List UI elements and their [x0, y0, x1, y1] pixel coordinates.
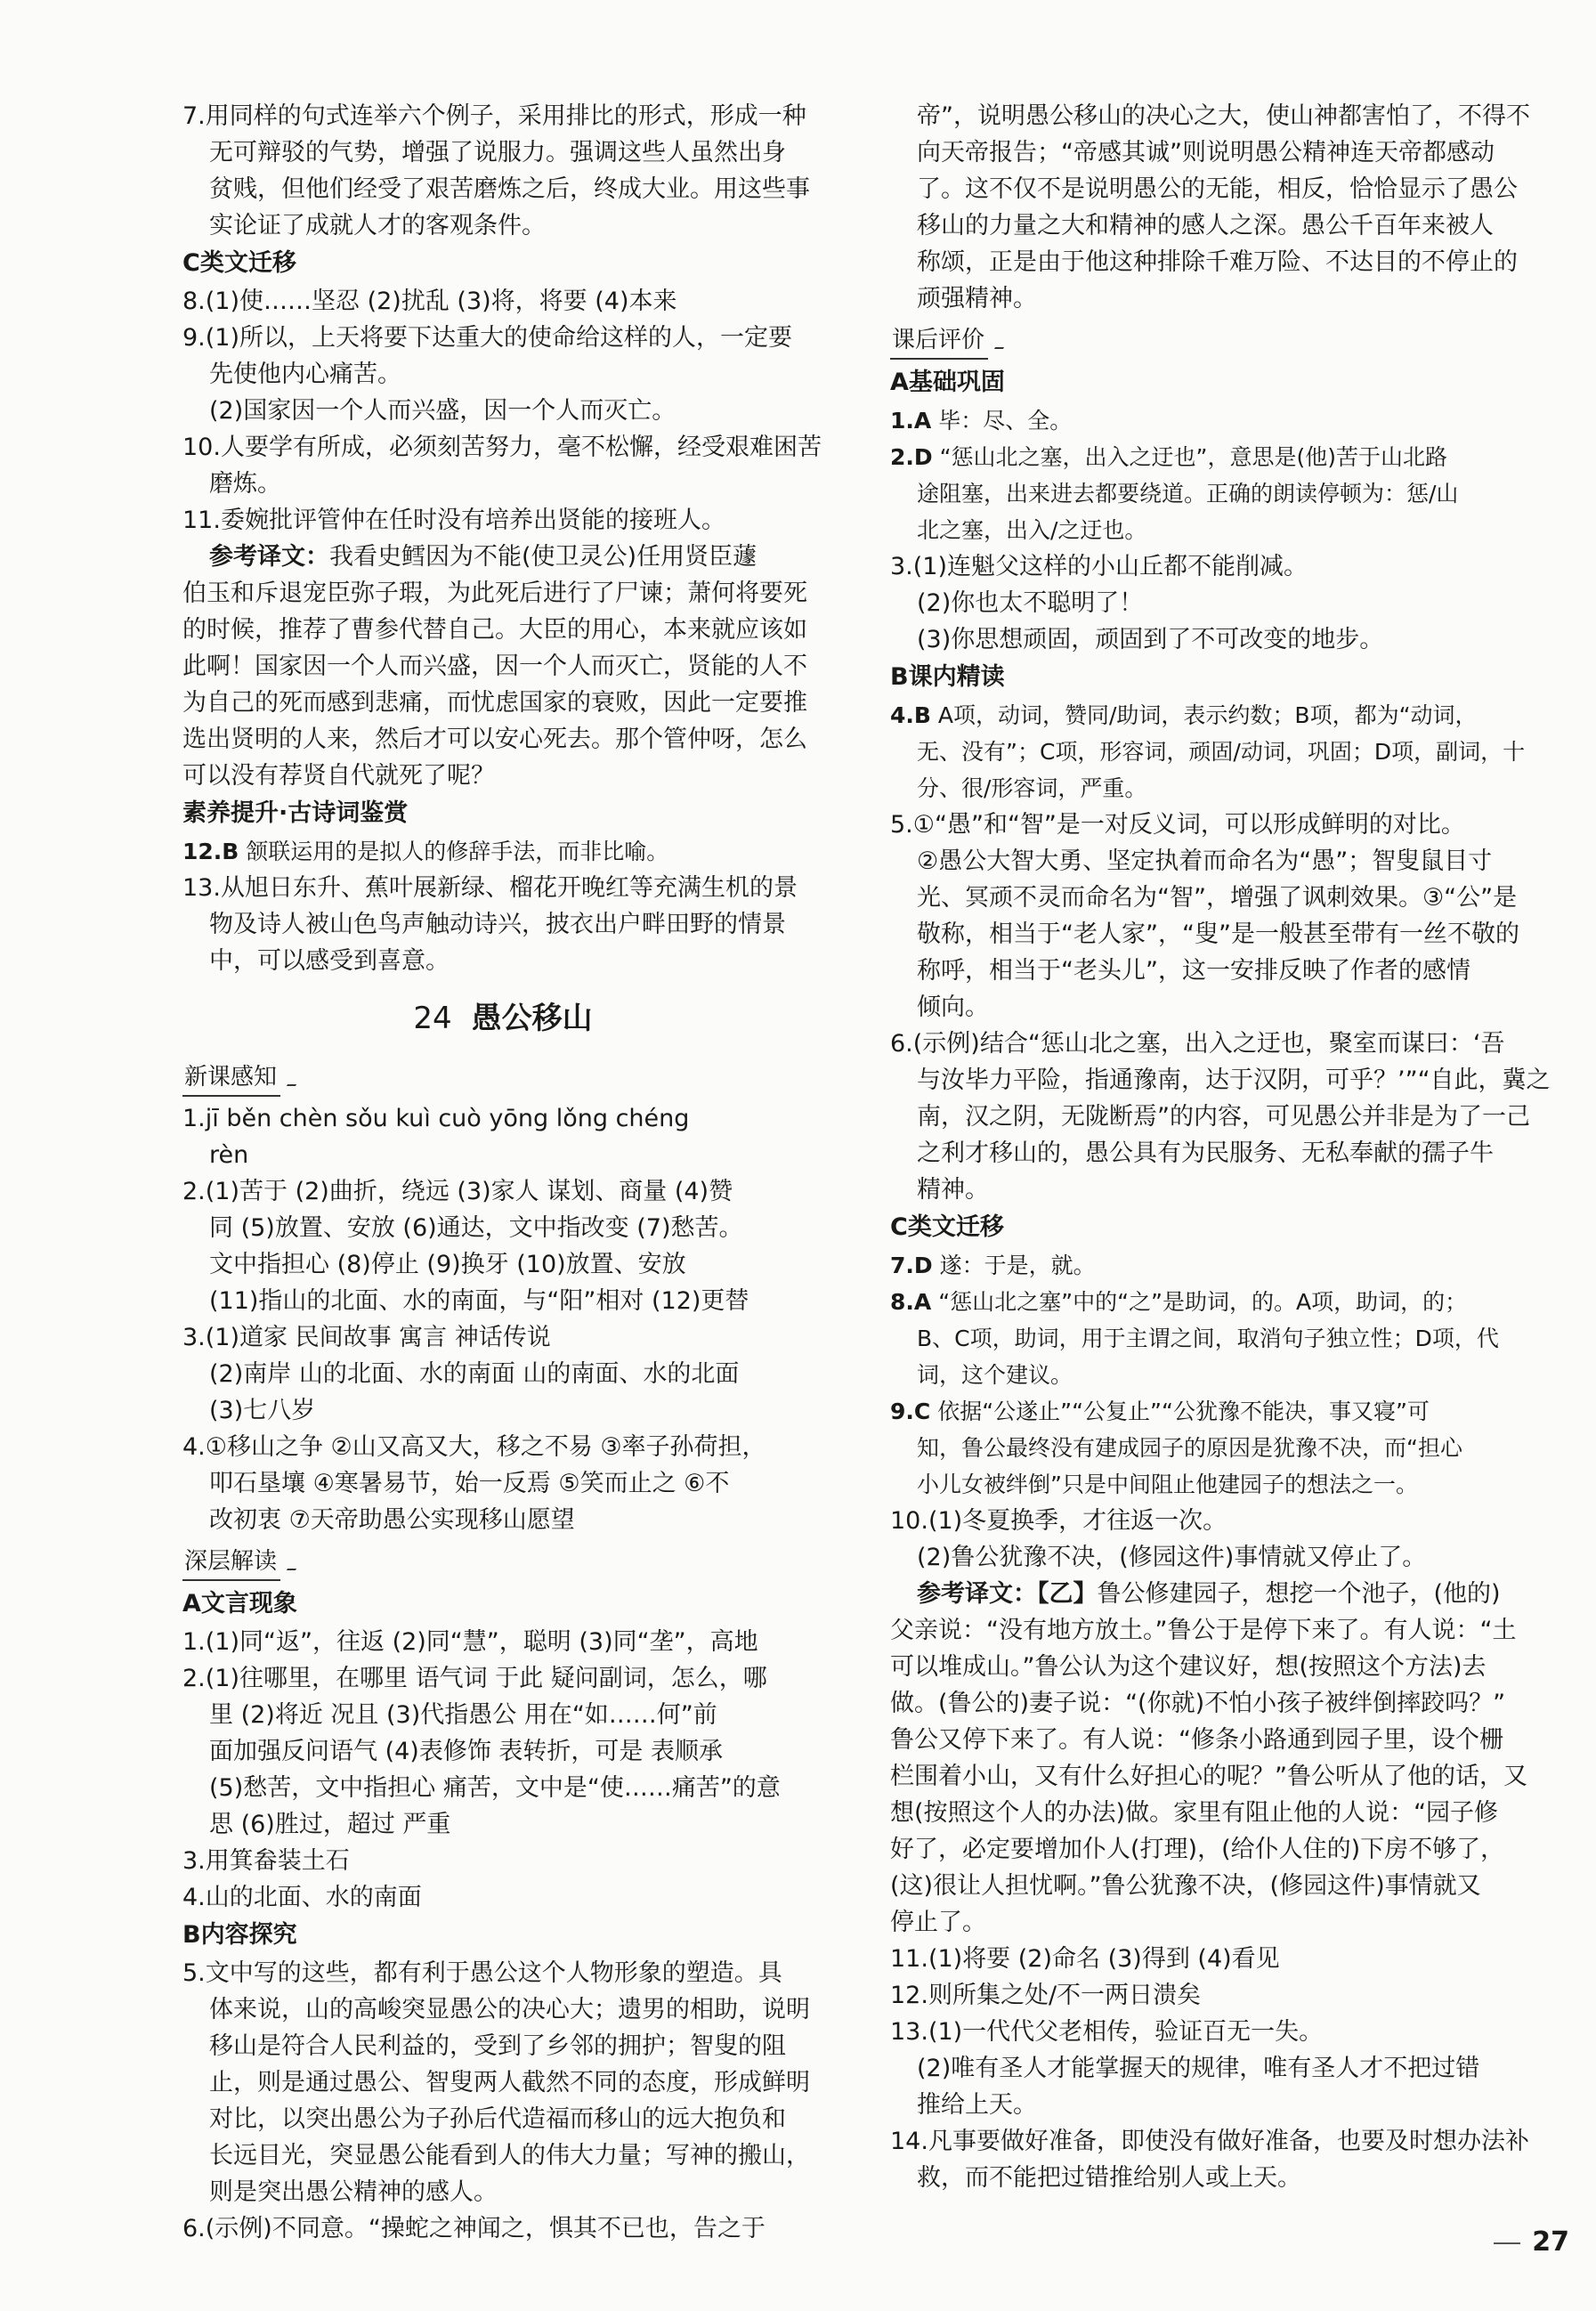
- text-line: [182, 1246, 823, 1283]
- line-text: 实论证了成就人才的客观条件。: [209, 212, 546, 239]
- text-line: [182, 648, 823, 685]
- line-text: 称颂，正是由于他这种排除千难万险、不达目的不停止的: [917, 248, 1518, 276]
- line-text: 1.jī běn chèn sǒu kuì cuò yōng lǒng chéng: [182, 1105, 690, 1132]
- text-line: [890, 843, 1540, 880]
- lesson-number: 24: [413, 1001, 452, 1036]
- section-tag: 新课感知: [182, 1061, 280, 1097]
- line-text: 1.(1)同“返”，往返 (2)同“慧”，聪明 (3)同“垄”，高地: [182, 1628, 758, 1656]
- line-text: 此啊！国家因一个人而兴盛，因一个人而灭亡，贤能的人不: [182, 653, 807, 680]
- text-line: [890, 1466, 1540, 1503]
- text-line: [890, 134, 1540, 171]
- line-text: 与汝毕力平险，指通豫南，达于汉阴，可乎？’”“自此，冀之: [917, 1066, 1551, 1094]
- text-line: [182, 685, 823, 721]
- line-text: 5.文中写的这些，都有利于愚公这个人物形象的塑造。具: [182, 1959, 782, 1987]
- text-line: [890, 770, 1540, 807]
- bold-label: 参考译文：【乙】: [917, 1580, 1098, 1608]
- section-heading: B内容探究: [182, 1921, 297, 1949]
- bold-label: 7.D: [890, 1253, 933, 1278]
- line-text: 依据“公遂止”“公复止”“公犹豫不能决，事又寝”可: [930, 1399, 1430, 1424]
- section-heading: 素养提升·古诗词鉴赏: [182, 799, 409, 827]
- text-line: [182, 1283, 823, 1319]
- line-text: 我看史鳕因为不能(使卫灵公)任用贤臣蘧: [329, 543, 757, 571]
- text-line: [890, 1320, 1540, 1357]
- line-text: (5)愁苦，文中指担心 痛苦，文中是“使……痛苦”的意: [209, 1774, 781, 1802]
- text-line: [182, 943, 823, 979]
- line-text: 父亲说：“没有地方放土。”鲁公于是停下来了。有人说：“土: [890, 1617, 1517, 1644]
- line-text: 10.(1)冬夏换季，才往返一次。: [890, 1507, 1227, 1535]
- page-number: 27: [1532, 2226, 1569, 2258]
- line-text: 推给上天。: [917, 2091, 1037, 2119]
- text-line: [890, 1904, 1540, 1941]
- text-line: [890, 2087, 1540, 2123]
- text-line: [182, 1733, 823, 1770]
- section-tag: 课后评价: [890, 324, 988, 360]
- line-text: (2)你也太不聪明了！: [917, 589, 1144, 617]
- text-line: [182, 356, 823, 393]
- section-heading: A文言现象: [182, 1590, 297, 1618]
- line-text: 做。(鲁公的)妻子说：“(你就)不怕小孩子被绊倒摔跤吗？”: [890, 1690, 1506, 1717]
- text-line: [182, 1100, 823, 1137]
- lesson-title: [182, 992, 823, 1045]
- text-line: [182, 1173, 823, 1210]
- page-number-rule: [1494, 2242, 1520, 2244]
- text-line: [182, 1991, 823, 2028]
- text-line: [890, 1430, 1540, 1466]
- text-line: [182, 539, 823, 575]
- line-text: 伯玉和斥退宠臣弥子瑕，为此死后进行了尸谏；萧何将要死: [182, 580, 807, 607]
- text-line: [890, 2014, 1540, 2050]
- text-line: [890, 244, 1540, 280]
- text-line: [890, 1685, 1540, 1722]
- line-text: 贫贱，但他们经受了艰苦磨炼之后，终成大业。用这些事: [209, 175, 810, 203]
- line-text: 13.从旭日东升、蕉叶展新绿、榴花开晚红等充满生机的景: [182, 874, 798, 902]
- text-line: [182, 721, 823, 758]
- text-line: [890, 953, 1540, 989]
- line-text: ②愚公大智大勇、坚定执着而命名为“愚”；智叟鼠目寸: [917, 847, 1493, 875]
- text-line: [890, 1795, 1540, 1831]
- line-text: 10.人要学有所成，必须刻苦努力，毫不松懈，经受艰难困苦: [182, 434, 822, 461]
- text-line: [890, 697, 1540, 734]
- lesson-title-text: 愚公移山: [471, 1001, 593, 1036]
- text-line: [890, 1649, 1540, 1685]
- line-text: (这)很让人担忧啊。”鲁公犹豫不决，(修园这件)事情就又: [890, 1872, 1481, 1900]
- line-text: 9.(1)所以，上天将要下达重大的使命给这样的人，一定要: [182, 324, 793, 352]
- line-text: “惩山北之塞”中的“之”是助词，的。A项，助词，的；: [931, 1289, 1468, 1315]
- text-line: [890, 402, 1540, 439]
- text-line: [890, 1135, 1540, 1172]
- bold-label: 参考译文：: [209, 543, 329, 571]
- line-text: 同 (5)放置、安放 (6)通达，文中指改变 (7)愁苦。: [209, 1214, 743, 1242]
- line-text: 3.(1)连魁父这样的小山丘都不能削减。: [890, 553, 1308, 580]
- line-text: 5.①“愚”和“智”是一对反义词，可以形成鲜明的对比。: [890, 811, 1465, 839]
- text-line: [890, 1284, 1540, 1320]
- text-line: [890, 880, 1540, 916]
- text-line: [182, 870, 823, 906]
- line-text: 精神。: [917, 1176, 989, 1204]
- section-heading: B课内精读: [890, 663, 1005, 691]
- text-line: [182, 2028, 823, 2064]
- line-text: 思 (6)胜过，超过 严重: [209, 1811, 451, 1838]
- line-text: B、C项，助词，用于主谓之间，取消句子独立性；D项，代: [917, 1326, 1499, 1351]
- line-text: 救，而不能把过错推给别人或上天。: [917, 2164, 1301, 2192]
- text-line: [890, 1393, 1540, 1430]
- text-line: [182, 2064, 823, 2101]
- line-text: 知，鲁公最终没有建成园子的原因是犹豫不决，而“担心: [917, 1435, 1462, 1461]
- text-line: [890, 621, 1540, 658]
- text-line: [182, 1697, 823, 1733]
- text-line: [182, 1137, 823, 1173]
- text-line: [890, 280, 1540, 317]
- line-text: 停止了。: [890, 1909, 986, 1936]
- line-text: 倾向。: [917, 993, 989, 1021]
- text-line: [182, 98, 823, 134]
- line-text: 分、很/形容词，严重。: [917, 775, 1147, 801]
- line-text: 6.(示例)不同意。“操蛇之神闻之，惧其不已也，告之于: [182, 2215, 766, 2242]
- line-text: 对比，以突出愚公为子孙后代造福而移山的远大抱负和: [209, 2105, 786, 2133]
- text-line: [890, 1247, 1540, 1284]
- text-line: [182, 2137, 823, 2174]
- line-text: 小儿女被绊倒”只是中间阻止他建园子的想法之一。: [917, 1472, 1418, 1497]
- text-line: [890, 989, 1540, 1026]
- section-heading: C类文迁移: [182, 249, 296, 277]
- text-line: [182, 393, 823, 429]
- line-text: 帝”，说明愚公移山的决心之大，使山神都害怕了，不得不: [917, 102, 1530, 130]
- line-text: 3.用箕畚装土石: [182, 1847, 350, 1875]
- text-line: [182, 171, 823, 207]
- text-line: [182, 1465, 823, 1502]
- text-line: [890, 1977, 1540, 2014]
- line-text: 6.(示例)结合“惩山北之塞，出入之迂也，聚室而谋曰：‘吾: [890, 1030, 1505, 1058]
- text-line: [182, 1429, 823, 1465]
- line-text: 11.委婉批评管仲在任时没有培养出贤能的接班人。: [182, 507, 725, 534]
- line-text: 遂：于是，就。: [932, 1253, 1096, 1278]
- text-line: [890, 1941, 1540, 1977]
- text-line: [182, 1502, 823, 1538]
- text-line: [182, 1806, 823, 1843]
- line-text: 长远目光，突显愚公能看到人的伟大力量；写神的搬山，: [209, 2142, 810, 2169]
- text-line: [890, 1503, 1540, 1539]
- line-text: 12.则所集之处/不一两日溃矣: [890, 1982, 1202, 2009]
- section-heading: C类文迁移: [890, 1213, 1004, 1241]
- line-text: (2)鲁公犹豫不决，(修园这件)事情就又停止了。: [917, 1544, 1427, 1571]
- text-line: [182, 575, 823, 612]
- text-line: [182, 429, 823, 466]
- line-text: 里 (2)将近 况且 (3)代指愚公 用在“如……何”前: [209, 1701, 717, 1729]
- line-text: 磨炼。: [209, 470, 281, 498]
- line-text: 无、没有”；C项，形容词，顽固/动词，巩固；D项，副词，十: [917, 739, 1526, 765]
- line-text: 好了，必定要增加仆人(打理)，(给仆人住的)下房不够了，: [890, 1836, 1505, 1863]
- text-line: [182, 612, 823, 648]
- text-line: [182, 134, 823, 171]
- line-text: 光、冥顽不灵而命名为“智”，增强了讽刺效果。③“公”是: [917, 884, 1518, 912]
- line-text: 8.(1)使……坚忍 (2)扰乱 (3)将，将要 (4)本来: [182, 288, 677, 315]
- text-line: [890, 475, 1540, 512]
- left-column: [182, 98, 823, 2247]
- right-column: [890, 98, 1551, 2196]
- line-text: (11)指山的北面、水的南面，与“阳”相对 (12)更替: [209, 1287, 749, 1315]
- line-text: 无可辩驳的气势，增强了说服力。强调这些人虽然出身: [209, 139, 786, 166]
- bold-label: 1.A: [890, 408, 932, 434]
- text-line: [890, 2123, 1540, 2160]
- bold-label: 12.B: [182, 839, 239, 864]
- text-line: [890, 734, 1540, 770]
- text-line: [182, 2210, 823, 2247]
- line-text: (2)国家因一个人而兴盛，因一个人而灭亡。: [209, 397, 676, 425]
- line-text: 可以没有荐贤自代就死了呢？: [182, 762, 495, 790]
- line-text: 则是突出愚公精神的感人。: [209, 2178, 498, 2206]
- line-text: (3)七八岁: [209, 1397, 316, 1424]
- line-text: 先使他内心痛苦。: [209, 361, 401, 388]
- text-line: [890, 1062, 1551, 1099]
- line-text: 顽强精神。: [917, 285, 1037, 312]
- line-text: 14.凡事要做好准备，即使没有做好准备，也要及时想办法补: [890, 2128, 1529, 2155]
- bold-label: 2.D: [890, 444, 933, 470]
- line-text: 中，可以感受到喜意。: [209, 947, 450, 975]
- line-text: 11.(1)将要 (2)命名 (3)得到 (4)看见: [890, 1945, 1280, 1973]
- text-line: [890, 98, 1540, 134]
- line-text: 想(按照这个人的办法)做。家里有阻止他的人说：“园子修: [890, 1799, 1499, 1827]
- text-line: [890, 1026, 1540, 1062]
- line-text: 止，则是通过愚公、智叟两人截然不同的态度，形成鲜明: [209, 2069, 810, 2096]
- line-text: 栏围着小山，又有什么好担心的呢？”鲁公听从了他的话，又: [890, 1763, 1527, 1790]
- line-text: 移山是符合人民利益的，受到了乡邻的拥护；智叟的阻: [209, 2032, 786, 2060]
- text-line: [182, 906, 823, 943]
- text-line: [182, 207, 823, 244]
- text-line: [182, 833, 823, 870]
- line-text: A项，动词，赞同/助词，表示约数；B项，都为“动词，: [930, 702, 1478, 728]
- text-line: [890, 439, 1540, 475]
- text-line: [890, 1868, 1540, 1904]
- line-text: 的时候，推荐了曹参代替自己。大臣的用心，本来就应该如: [182, 616, 807, 644]
- text-line: [890, 585, 1540, 621]
- line-text: 鲁公又停下来了。有人说：“修条小路通到园子里，设个栅: [890, 1726, 1503, 1754]
- line-text: 4.山的北面、水的南面: [182, 1884, 422, 1911]
- text-line: [890, 807, 1540, 843]
- line-text: rèn: [209, 1141, 249, 1169]
- text-line: [890, 1172, 1540, 1208]
- line-text: 南，汉之阴，无陇断焉”的内容，可见愚公并非是为了一己: [917, 1103, 1530, 1131]
- text-line: [890, 207, 1540, 244]
- text-line: [182, 2101, 823, 2137]
- text-line: [890, 916, 1540, 953]
- line-text: 物及诗人被山色鸟声触动诗兴，披衣出户畔田野的情景: [209, 911, 786, 938]
- text-line: [182, 758, 823, 794]
- section-tag: 深层解读: [182, 1545, 280, 1581]
- line-text: 选出贤明的人来，然后才可以安心死去。那个管仲呀，怎么: [182, 726, 807, 753]
- text-line: [890, 1099, 1540, 1135]
- text-line: [890, 1612, 1540, 1649]
- line-text: 颔联运用的是拟人的修辞手法，而非比喻。: [239, 839, 669, 864]
- line-text: 体来说，山的高峻突显愚公的决心大；遗男的相助，说明: [209, 1996, 810, 2023]
- text-line: [890, 1576, 1540, 1612]
- text-line: [182, 1843, 823, 1879]
- line-text: 为自己的死而感到悲痛，而忧虑国家的衰败，因此一定要推: [182, 689, 807, 717]
- text-line: [890, 548, 1540, 585]
- text-line: [182, 1210, 823, 1246]
- line-text: 13.(1)一代代父老相传，验证百无一失。: [890, 2018, 1324, 2046]
- line-text: 移山的力量之大和精神的感人之深。愚公千百年来被人: [917, 212, 1494, 239]
- line-text: 称呼，相当于“老头儿”，这一安排反映了作者的感情: [917, 957, 1470, 985]
- text-line: [182, 1955, 823, 1991]
- bold-label: 8.A: [890, 1289, 932, 1315]
- text-line: [890, 1539, 1540, 1576]
- text-line: [890, 1831, 1540, 1868]
- line-text: (2)南岸 山的北面、水的南面 山的南面、水的北面: [209, 1360, 740, 1388]
- line-text: 7.用同样的句式连举六个例子，采用排比的形式，形成一种: [182, 102, 806, 130]
- text-line: [182, 1356, 823, 1392]
- line-text: 敬称，相当于“老人家”，“叟”是一般甚至带有一丝不敬的: [917, 920, 1519, 948]
- text-line: [890, 2160, 1540, 2196]
- line-text: 4.①移山之争 ②山又高又大，移之不易 ③率子孙荷担，: [182, 1433, 766, 1461]
- bold-label: 4.B: [890, 702, 931, 728]
- line-text: 文中指担心 (8)停止 (9)换牙 (10)放置、安放: [209, 1251, 686, 1278]
- line-text: 向天帝报告；“帝感其诚”则说明愚公精神连天帝都感动: [917, 139, 1495, 166]
- text-line: [182, 1660, 823, 1697]
- line-text: 途阻塞，出来进去都要绕道。正确的朗读停顿为：惩/山: [917, 481, 1459, 507]
- line-text: 2.(1)苦于 (2)曲折，绕远 (3)家人 谋划、商量 (4)赞: [182, 1178, 733, 1205]
- section-heading: A基础巩固: [890, 369, 1005, 396]
- text-line: [182, 320, 823, 356]
- line-text: 了。这不仅不是说明愚公的无能，相反，恰恰显示了愚公: [917, 175, 1518, 203]
- line-text: 3.(1)道家 民间故事 寓言 神话传说: [182, 1324, 551, 1351]
- text-line: [890, 1357, 1540, 1393]
- text-line: [890, 512, 1540, 548]
- line-text: 之利才移山的，愚公具有为民服务、无私奉献的孺子牛: [917, 1139, 1494, 1167]
- text-line: [182, 1624, 823, 1660]
- bold-label: 9.C: [890, 1399, 931, 1424]
- text-line: [182, 283, 823, 320]
- text-line: [182, 1770, 823, 1806]
- line-text: 北之塞，出入/之迂也。: [917, 517, 1147, 543]
- line-text: (2)唯有圣人才能掌握天的规律，唯有圣人才不把过错: [917, 2055, 1480, 2082]
- text-line: [182, 1319, 823, 1356]
- text-line: [182, 502, 823, 539]
- line-text: 改初衷 ⑦天帝助愚公实现移山愿望: [209, 1506, 575, 1534]
- line-text: (3)你思想顽固，顽固到了不可改变的地步。: [917, 626, 1384, 653]
- text-line: [182, 1392, 823, 1429]
- line-text: 面加强反问语气 (4)表修饰 表转折，可是 表顺承: [209, 1738, 723, 1765]
- line-text: 叩石垦壤 ④寒暑易节，始一反焉 ⑤笑而止之 ⑥不: [209, 1470, 730, 1497]
- line-text: 2.(1)往哪里，在哪里 语气词 于此 疑问副词，怎么，哪: [182, 1665, 767, 1692]
- text-line: [890, 171, 1540, 207]
- text-line: [890, 1758, 1540, 1795]
- line-text: 可以堆成山。”鲁公认为这个建议好，想(按照这个方法)去: [890, 1653, 1487, 1681]
- text-line: [182, 1879, 823, 1916]
- text-line: [182, 466, 823, 502]
- line-text: “惩山北之塞，出入之迂也”，意思是(他)苦于山北路: [932, 444, 1448, 470]
- text-line: [890, 2050, 1540, 2087]
- text-line: [182, 2174, 823, 2210]
- text-line: [890, 1722, 1540, 1758]
- line-text: 毕：尽、全。: [931, 408, 1073, 434]
- line-text: 词，这个建议。: [917, 1362, 1073, 1388]
- line-text: 鲁公修建园子，想挖一个池子，(他的): [1097, 1580, 1501, 1608]
